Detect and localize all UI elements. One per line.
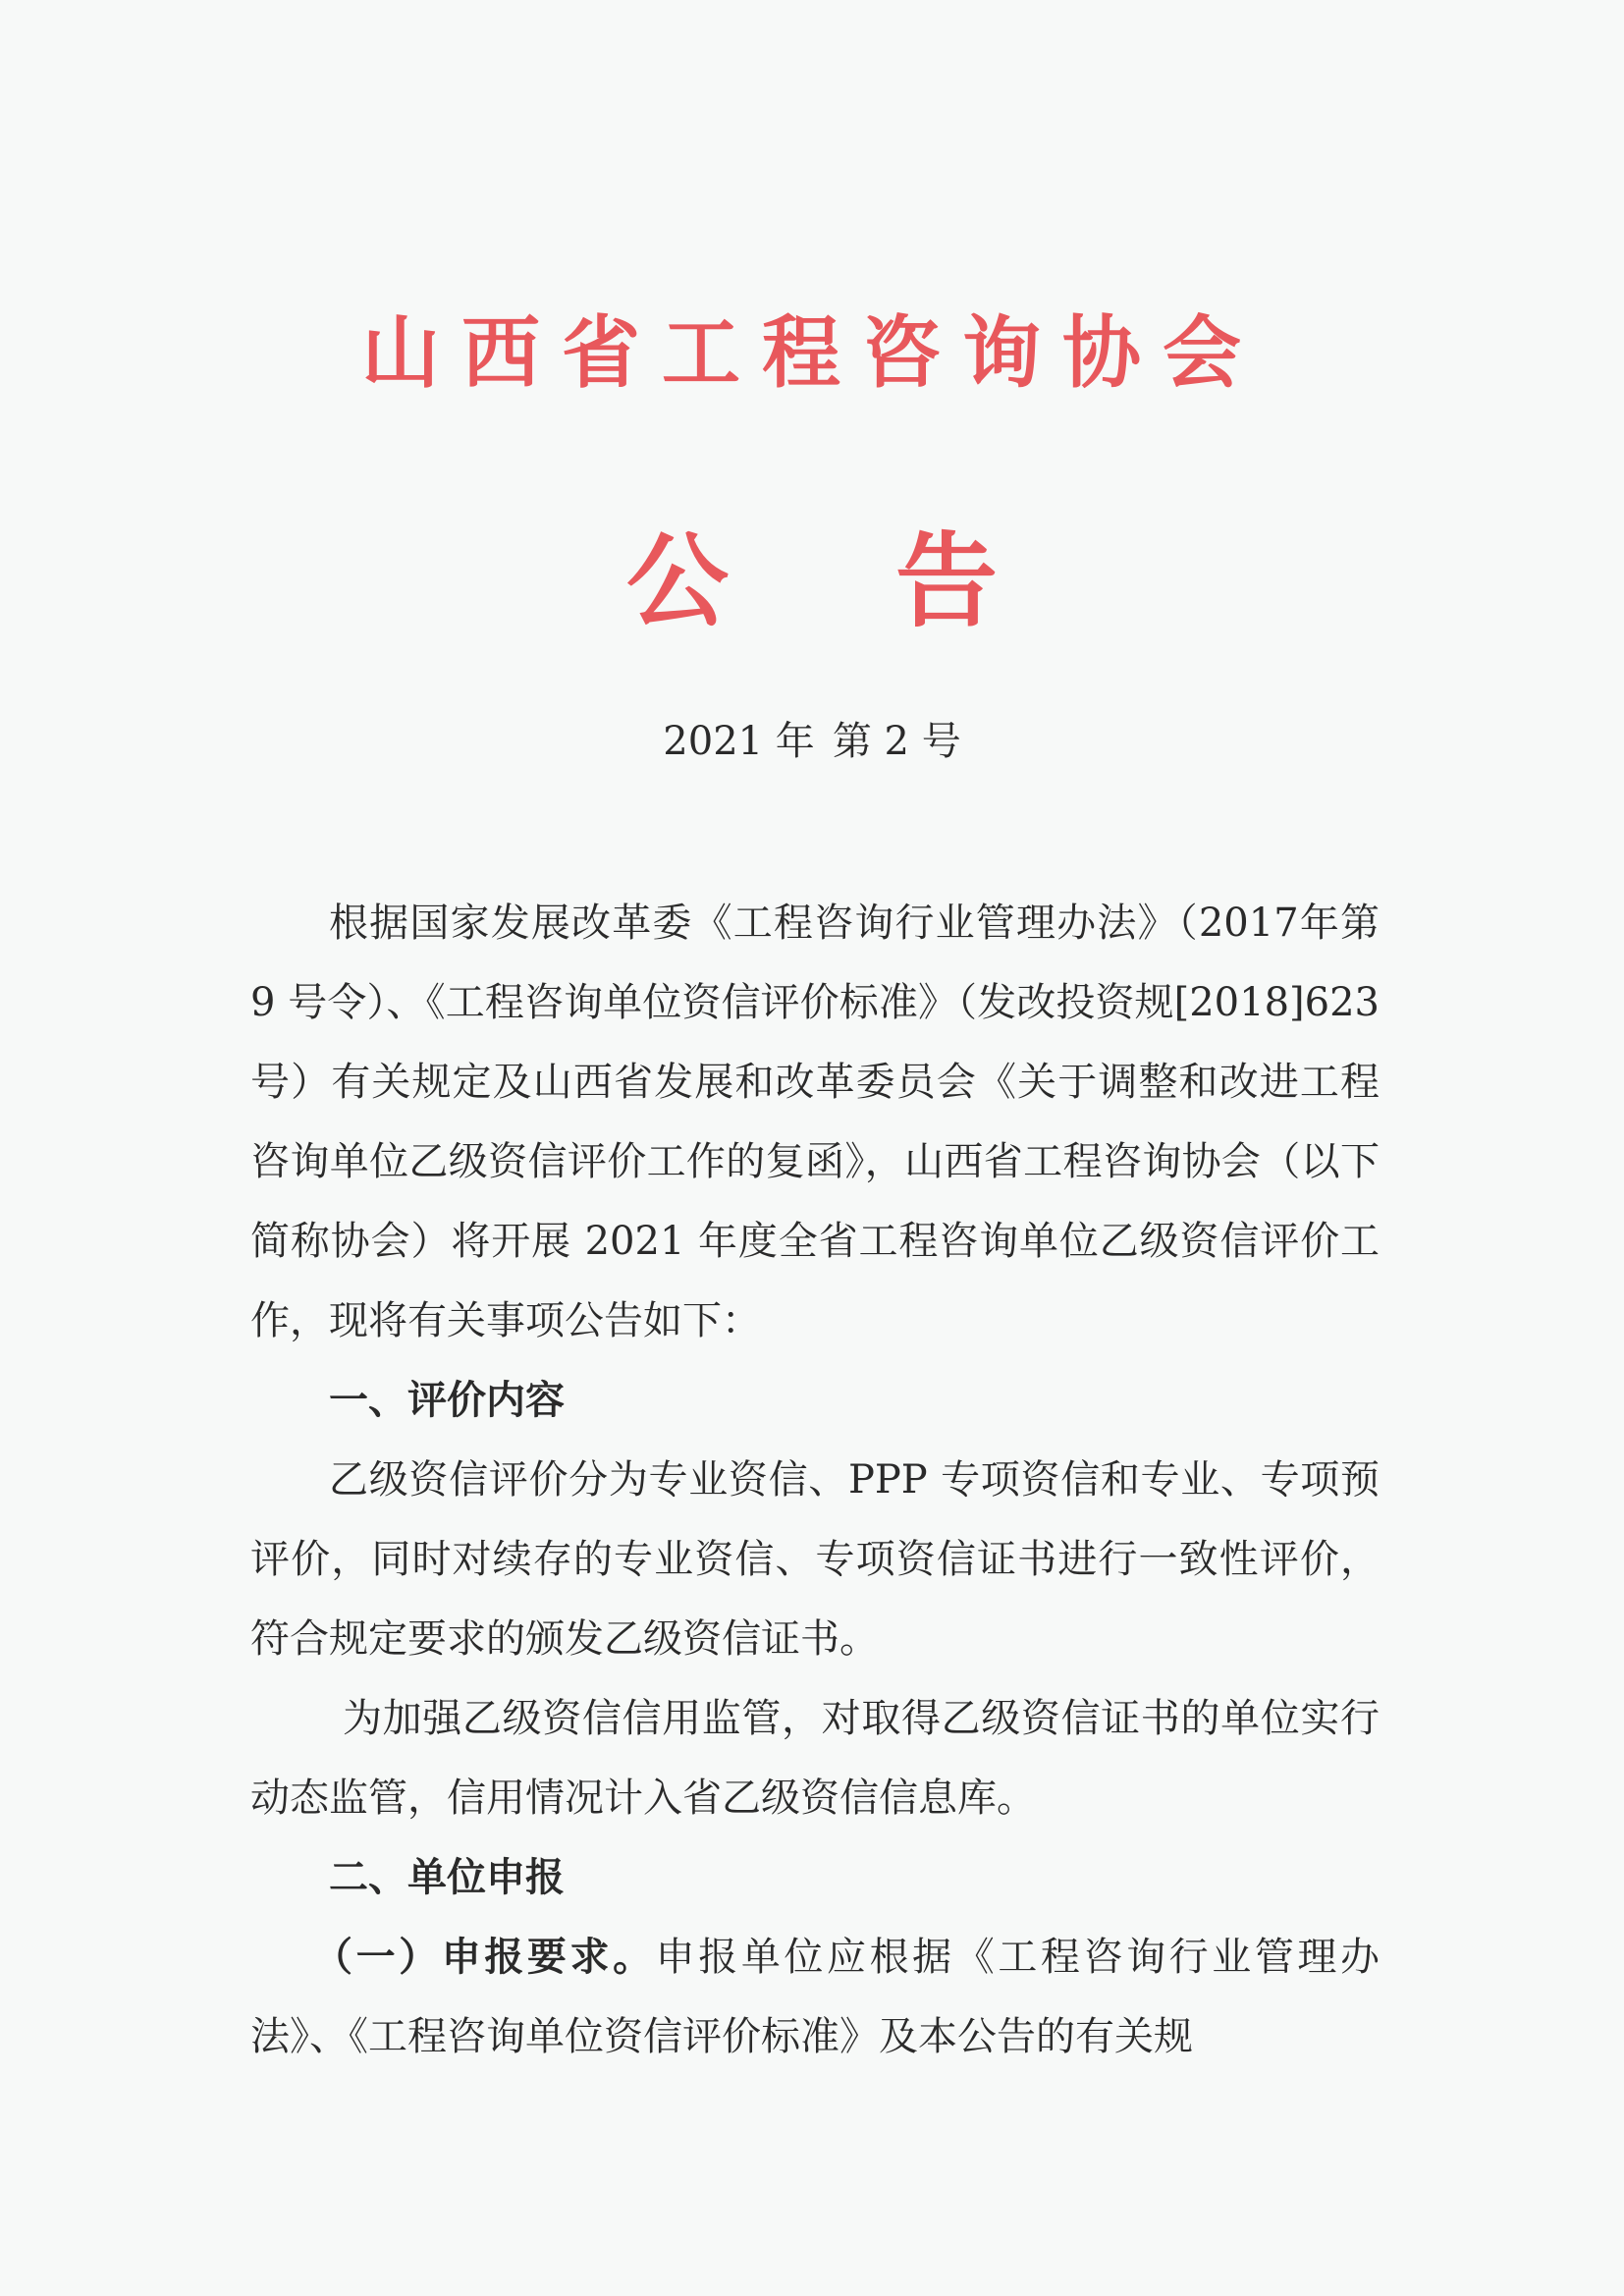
section-2-subsection-1-title: （一）申报要求。 (313, 1935, 656, 1980)
document-type-char-2: 告 (895, 521, 999, 641)
organization-title: 山西省工程咨询协会 (361, 307, 1263, 399)
document-number (0, 719, 1624, 764)
section-1-paragraph-2: 为加强乙级资信信用监管，对取得乙级资信证书的单位实行动态监管，信用情况计入省乙级资信信息库。 (250, 1696, 1380, 1821)
document-year: 2021 年 (663, 719, 815, 764)
document-type-title (0, 521, 1624, 641)
section-2-heading: 二、单位申报 (329, 1855, 565, 1900)
section-2-subsection-1 (250, 1918, 1380, 2077)
document-serial: 第 2 号 (832, 719, 961, 764)
section-1-paragraph-1: 乙级资信评价分为专业资信、PPP 专项资信和专业、专项预评价，同时对续存的专业资信、专项资信证书进行一致性评价，符合规定要求的颁发乙级资信证书。 (250, 1457, 1380, 1662)
document-type-char-1: 公 (625, 521, 729, 641)
section-1-heading: 一、评价内容 (329, 1378, 565, 1423)
section-2-subsection-1-text: 申报单位应根据《工程咨询行业管理办法》、《工程咨询单位资信评价标准》及本公告的有关规 (250, 1935, 1380, 2059)
intro-paragraph: 根据国家发展改革委《工程咨询行业管理办法》（2017年第 9 号令）、《工程咨询单位资信评价标准》（发改投资规[2018]623 号）有关规定及山西省发展和改革委员会《关于调整和改进工程咨询单位乙级资信评价工作的复函》，山西省工程咨询协会（以下简称协会）将开展 2021 年度全省工程咨询单位乙级资信评价工作，现将有关事项公告如下： (250, 901, 1380, 1343)
document-body (250, 884, 1380, 2077)
